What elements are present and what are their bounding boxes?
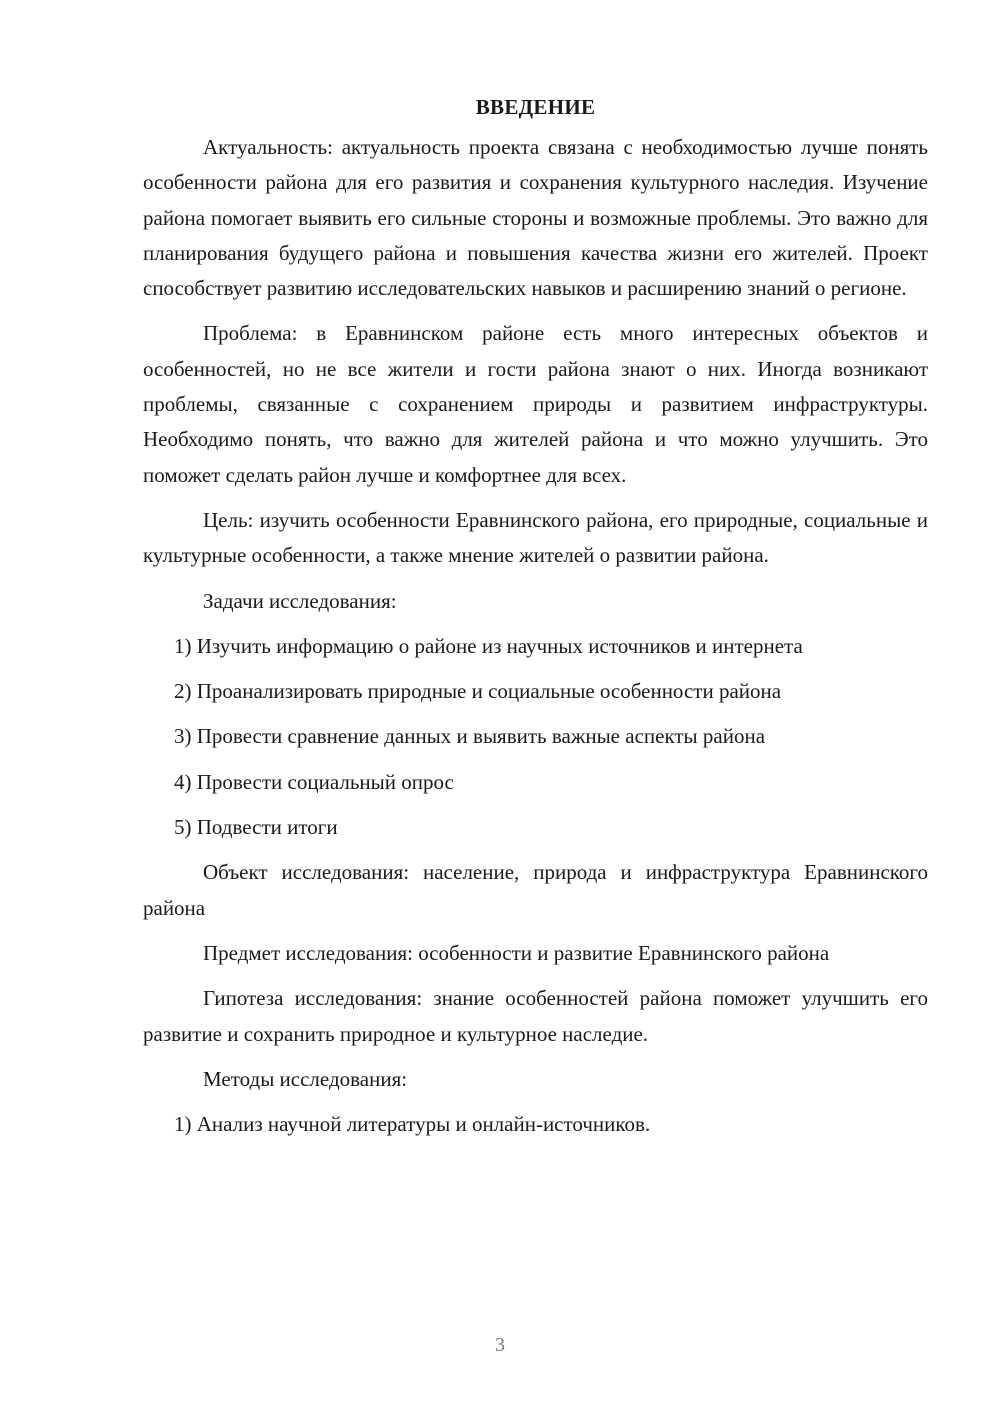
- tasks-list: [143, 629, 928, 845]
- page-number: 3: [495, 1334, 505, 1356]
- tasks-heading: Задачи исследования:: [203, 588, 397, 613]
- subject-paragraph: Предмет исследования: особенности и развитие Еравнинского района: [203, 940, 830, 965]
- object-paragraph: Объект исследования: население, природа и инфраструктура Еравнинского района: [143, 860, 928, 920]
- task-item-5: 5) Подвести итоги: [174, 815, 338, 840]
- document-page: [143, 92, 928, 1152]
- methods-heading: Методы исследования:: [203, 1066, 408, 1091]
- problem-paragraph: Проблема: в Еравнинском районе есть много интересных объектов и особенностей, но не все жители и гости района знают о них. Иногда возникают проблемы, связанные с сохранением природы и развитием инфраструктуры. Необходимо понять, что важно для жителей района и что можно улучшить. Это поможет сделать район лучше и комфортнее для всех.: [143, 321, 928, 487]
- task-item-1: 1) Изучить информацию о районе из научных источников и интернета: [174, 633, 803, 658]
- methods-list: [143, 1107, 928, 1142]
- task-item-2: 2) Проанализировать природные и социальные особенности района: [174, 679, 782, 704]
- task-item-3: 3) Провести сравнение данных и выявить важные аспекты района: [174, 724, 766, 749]
- task-item-4: 4) Провести социальный опрос: [174, 769, 454, 794]
- goal-paragraph: Цель: изучить особенности Еравнинского района, его природные, социальные и культурные особенности, а также мнение жителей о развитии района.: [143, 507, 928, 568]
- hypothesis-paragraph: Гипотеза исследования: знание особенностей района поможет улучшить его развитие и сохранить природное и культурное наследие.: [143, 986, 928, 1046]
- section-title: ВВЕДЕНИЕ: [475, 95, 596, 119]
- method-item-1: 1) Анализ научной литературы и онлайн-источников.: [174, 1112, 651, 1137]
- relevance-paragraph: Актуальность: актуальность проекта связана с необходимостью лучше понять особенности района для его развития и сохранения культурного наследия. Изучение района помогает выявить его сильные стороны и возможные проблемы. Это важно для планирования будущего района и повышения качества жизни его жителей. Проект способствует развитию исследовательских навыков и расширению знаний о регионе.: [143, 135, 928, 301]
